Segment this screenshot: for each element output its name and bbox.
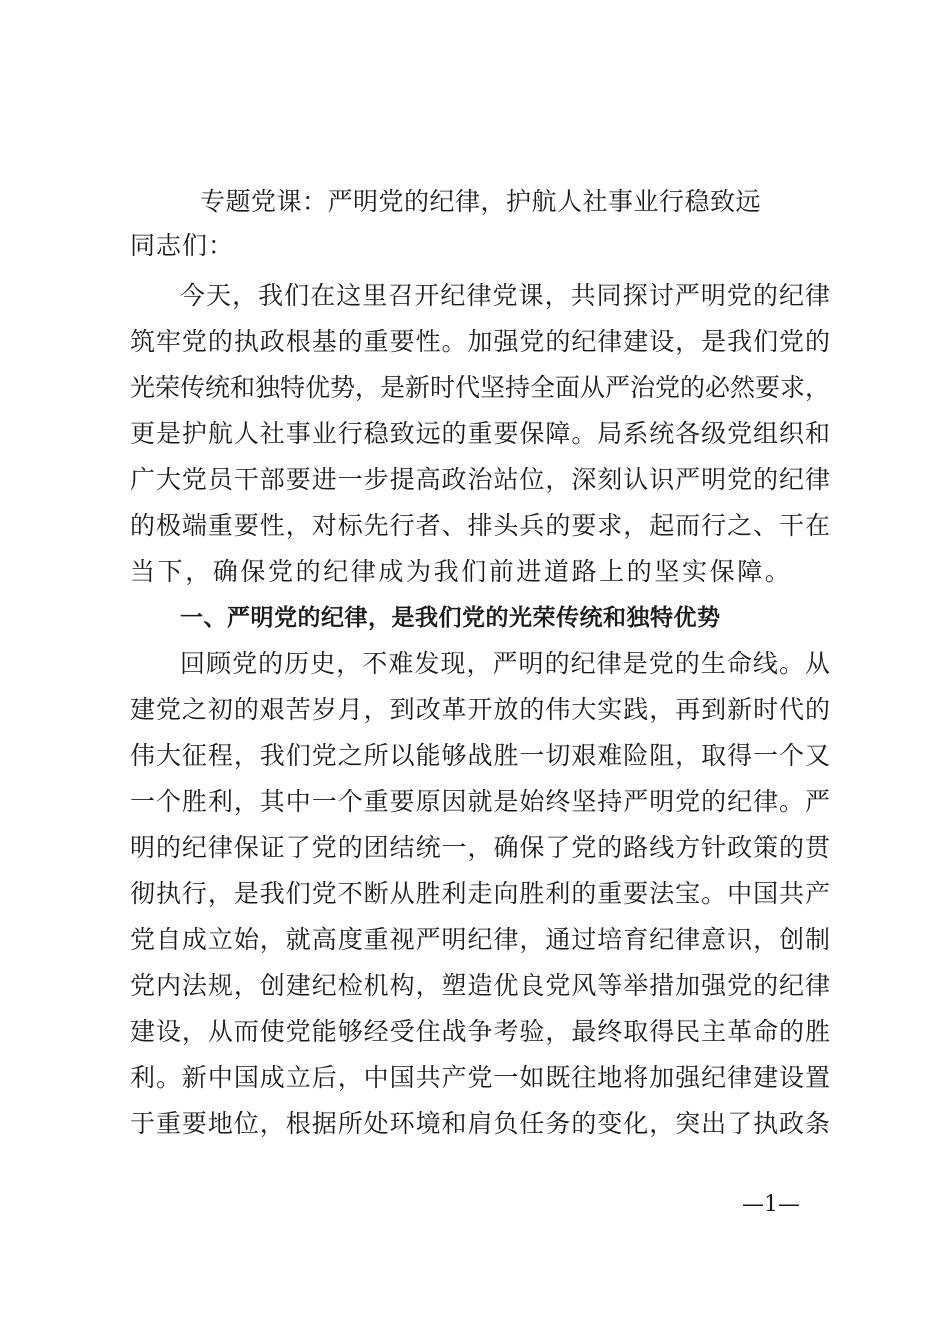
salutation: 同志们： [130, 231, 235, 260]
paragraph1-line-3: 光荣传统和独特优势，是新时代坚持全面从严治党的必然要求， [130, 373, 831, 402]
document-title: 专题党课：严明党的纪律，护航人社事业行稳致远 [200, 187, 762, 216]
paragraph1-line-4: 更是护航人社事业行稳致远的重要保障。局系统各级党组织和 [130, 419, 830, 448]
paragraph2-line-1: 回顾党的历史，不难发现，严明的纪律是党的生命线。从 [180, 649, 830, 678]
paragraph2-line-4: 一个胜利，其中一个重要原因就是始终坚持严明党的纪律。严 [130, 787, 830, 816]
section-heading-1: 一、严明党的纪律，是我们党的光荣传统和独特优势 [180, 605, 721, 631]
paragraph1-line-6: 的极端重要性，对标先行者、排头兵的要求，起而行之、干在 [130, 511, 830, 540]
paragraph2-line-6: 彻执行，是我们党不断从胜利走向胜利的重要法宝。中国共产 [130, 879, 830, 908]
paragraph2-line-9: 建设，从而使党能够经受住战争考验，最终取得民主革命的胜 [130, 1017, 830, 1046]
page-number: —1— [742, 1192, 800, 1217]
paragraph2-line-8: 党内法规，创建纪检机构，塑造优良党风等举措加强党的纪律 [130, 971, 830, 1000]
paragraph1-line-2: 筑牢党的执政根基的重要性。加强党的纪律建设，是我们党的 [130, 327, 830, 356]
paragraph2-line-10: 利。新中国成立后，中国共产党一如既往地将加强纪律建设置 [130, 1063, 830, 1092]
paragraph1-line-7: 当下，确保党的纪律成为我们前进道路上的坚实保障。 [130, 557, 793, 586]
paragraph2-line-7: 党自成立始，就高度重视严明纪律，通过培育纪律意识，创制 [130, 925, 830, 954]
paragraph2-line-5: 明的纪律保证了党的团结统一，确保了党的路线方针政策的贯 [130, 833, 830, 862]
paragraph1-line-1: 今天，我们在这里召开纪律党课，共同探讨严明党的纪律 [180, 281, 830, 310]
paragraph1-line-5: 广大党员干部要进一步提高政治站位，深刻认识严明党的纪律 [130, 465, 830, 494]
paragraph2-line-2: 建党之初的艰苦岁月，到改革开放的伟大实践，再到新时代的 [130, 695, 830, 724]
paragraph2-line-11: 于重要地位，根据所处环境和肩负任务的变化，突出了执政条 [130, 1109, 830, 1138]
paragraph2-line-3: 伟大征程，我们党之所以能够战胜一切艰难险阻，取得一个又 [130, 741, 830, 770]
